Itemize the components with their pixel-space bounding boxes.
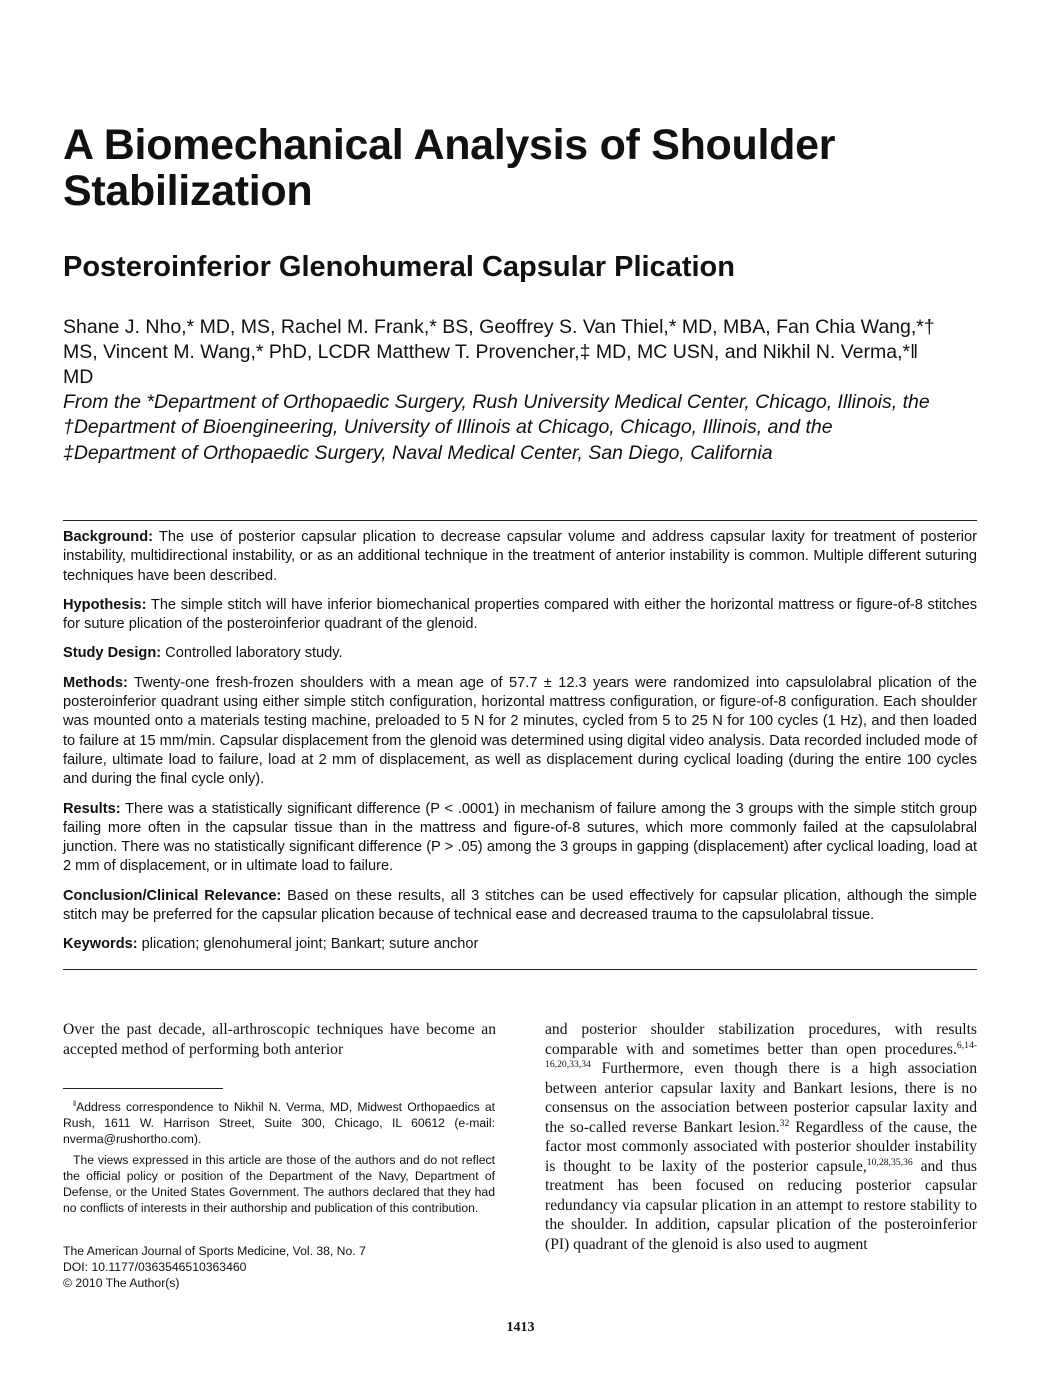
abstract-results-label: Results: [63,800,121,817]
footnote-rule [63,1088,223,1089]
abstract [63,528,977,965]
abstract-hypothesis [63,596,977,635]
abstract-background [63,528,977,586]
abstract-methods-text: Twenty-one fresh-frozen shoulders with a mean age of 57.7 ± 12.3 years were randomized into capsulolabral plication of the posteroinferior quadrant using either simple stitch configuration, horizontal mattress configuration, or figure-of-8 configuration. Each shoulder was mounted onto a materials testing machine, preloaded to 5 N for 2 minutes, cycled from 5 to 25 N for 100 cycles (1 Hz), and then loaded to failure at 15 mm/min. Capsular displacement from the glenoid was determined using digital video analysis. Data recorded included mode of failure, ultimate load to failure, load at 2 mm of displacement, as well as displacement during cyclical loading (during the entire 100 cycles and during the final cycle only). [63,674,978,788]
body-right-text-4: and thus treatment has been focused on reducing posterior capsular redundancy via capsular plication in an attempt to restore stability to the shoulder. In addition, capsular plication of the posteroinferior (PI) quadrant of the glenoid is also used to augment [545,1157,977,1253]
body-paragraph-left: Over the past decade, all-arthroscopic techniques have become an accepted method of performing both anterior [63,1021,496,1058]
citation-ref-2: 32 [779,1117,790,1129]
journal-info [63,1244,495,1291]
abstract-background-text: The use of posterior capsular plication to decrease capsular volume and address capsular laxity for treatment of posterior instability, multidirectional instability, or as an additional technique in the treatment of anterior instability is common. Multiple different suturing techniques have been described. [63,529,977,584]
abstract-keywords-text: plication; glenohumeral joint; Bankart; suture anchor [141,936,479,953]
body-right-text-2: Furthermore, even though there is a high association between anterior capsular laxity and Bankart lesions, there is no consensus on the association between posterior capsular laxity and the so-called reverse Bankart lesion. [545,1060,977,1136]
abstract-hypothesis-text: The simple stitch will have inferior biomechanical properties compared with either the horizontal mattress or figure-of-8 stitches for suture plication of the posteroinferior quadrant of the glenoid. [63,596,977,633]
abstract-conclusion [63,887,977,926]
body-right-text-3: Regardless of the cause, the factor most commonly associated with posterior shoulder instability is thought to be laxity of the posterior capsule, [545,1118,978,1175]
citation-ref-1: 6,14-16,20,33,34 [545,1039,977,1070]
abstract-results-text: There was a statistically significant difference (P < .0001) in mechanism of failure among the 3 groups with the simple stitch group failing more often in the capsular tissue than in the mattress and figure-of-8 sutures, which more commonly failed at the capsulolabral junction. There was no statistically significant difference (P > .05) among the 3 groups in gapping (displacement) after cyclical loading, load at 2 mm of displacement, or in ultimate load to failure. [63,800,977,875]
abstract-conclusion-label: Conclusion/Clinical Relevance: [63,887,282,904]
body-column-left [63,1020,496,1059]
abstract-methods [63,674,977,790]
correspondence-text: Address correspondence to Nikhil N. Verma, MD, Midwest Orthopaedics at Rush, 1611 W. Harrison Street, Suite 300, Chicago, IL 60612 (e-mail: nverma@rushortho.com). [63,1100,495,1146]
author-affiliations: From the *Department of Orthopaedic Surgery, Rush University Medical Center, Chicago, Illinois, the †Department of Bioengineering, University of Illinois at Chicago, Chicago, Illinois, and the ‡Department of Orthopaedic Surgery, Naval Medical Center, San Diego, California [63,391,930,464]
article-title: A Biomechanical Analysis of Shoulder Stabilization [63,121,836,215]
abstract-methods-label: Methods: [63,674,128,691]
abstract-top-rule [63,520,977,521]
author-list: Shane J. Nho,* MD, MS, Rachel M. Frank,* BS, Geoffrey S. Van Thiel,* MD, MBA, Fan Chia Wang,*† MS, Vincent M. Wang,* PhD, LCDR Matthew T. Provencher,‡ MD, MC USN, and Nikhil N. Verma,*‖ MD [63,316,935,388]
body-column-right [545,1020,977,1254]
abstract-study-design-text: Controlled laboratory study. [165,645,343,662]
body-paragraph-right [545,1020,977,1254]
abstract-keywords-label: Keywords: [63,936,138,953]
footnotes [63,1100,495,1223]
journal-citation: The American Journal of Sports Medicine, Vol. 38, No. 7 [63,1244,366,1258]
journal-doi: DOI: 10.1177/0363546510363460 [63,1259,247,1274]
disclaimer-footnote: The views expressed in this article are those of the authors and do not reflect the official policy or position of the Department of the Navy, Department of Defense, or the United States Government. The authors declared that they had no conflicts of interests in their authorship and publication of this contribution. [63,1153,495,1215]
citation-ref-3: 10,28,35,36 [866,1156,913,1168]
journal-copyright: © 2010 The Author(s) [63,1275,180,1290]
body-right-text-1: and posterior shoulder stabilization procedures, with results comparable with and sometimes better than open procedures. [545,1021,977,1058]
page-number: 1413 [506,1320,535,1335]
abstract-conclusion-text: Based on these results, all 3 stitches can be used effectively for capsular plication, although the simple stitch may be preferred for the capsular plication because of technical ease and decreased trauma to the capsulolabral tissue. [63,887,977,924]
correspondence-footnote [63,1100,495,1147]
abstract-bottom-rule [63,969,977,970]
abstract-background-label: Background: [63,529,153,545]
abstract-study-design-label: Study Design: [63,645,162,662]
abstract-results [63,800,977,877]
abstract-keywords [63,935,977,954]
correspondence-mark: ‖ [73,1098,77,1108]
article-subtitle: Posteroinferior Glenohumeral Capsular Plication [63,251,735,283]
abstract-hypothesis-label: Hypothesis: [63,596,147,613]
abstract-study-design [63,644,977,663]
